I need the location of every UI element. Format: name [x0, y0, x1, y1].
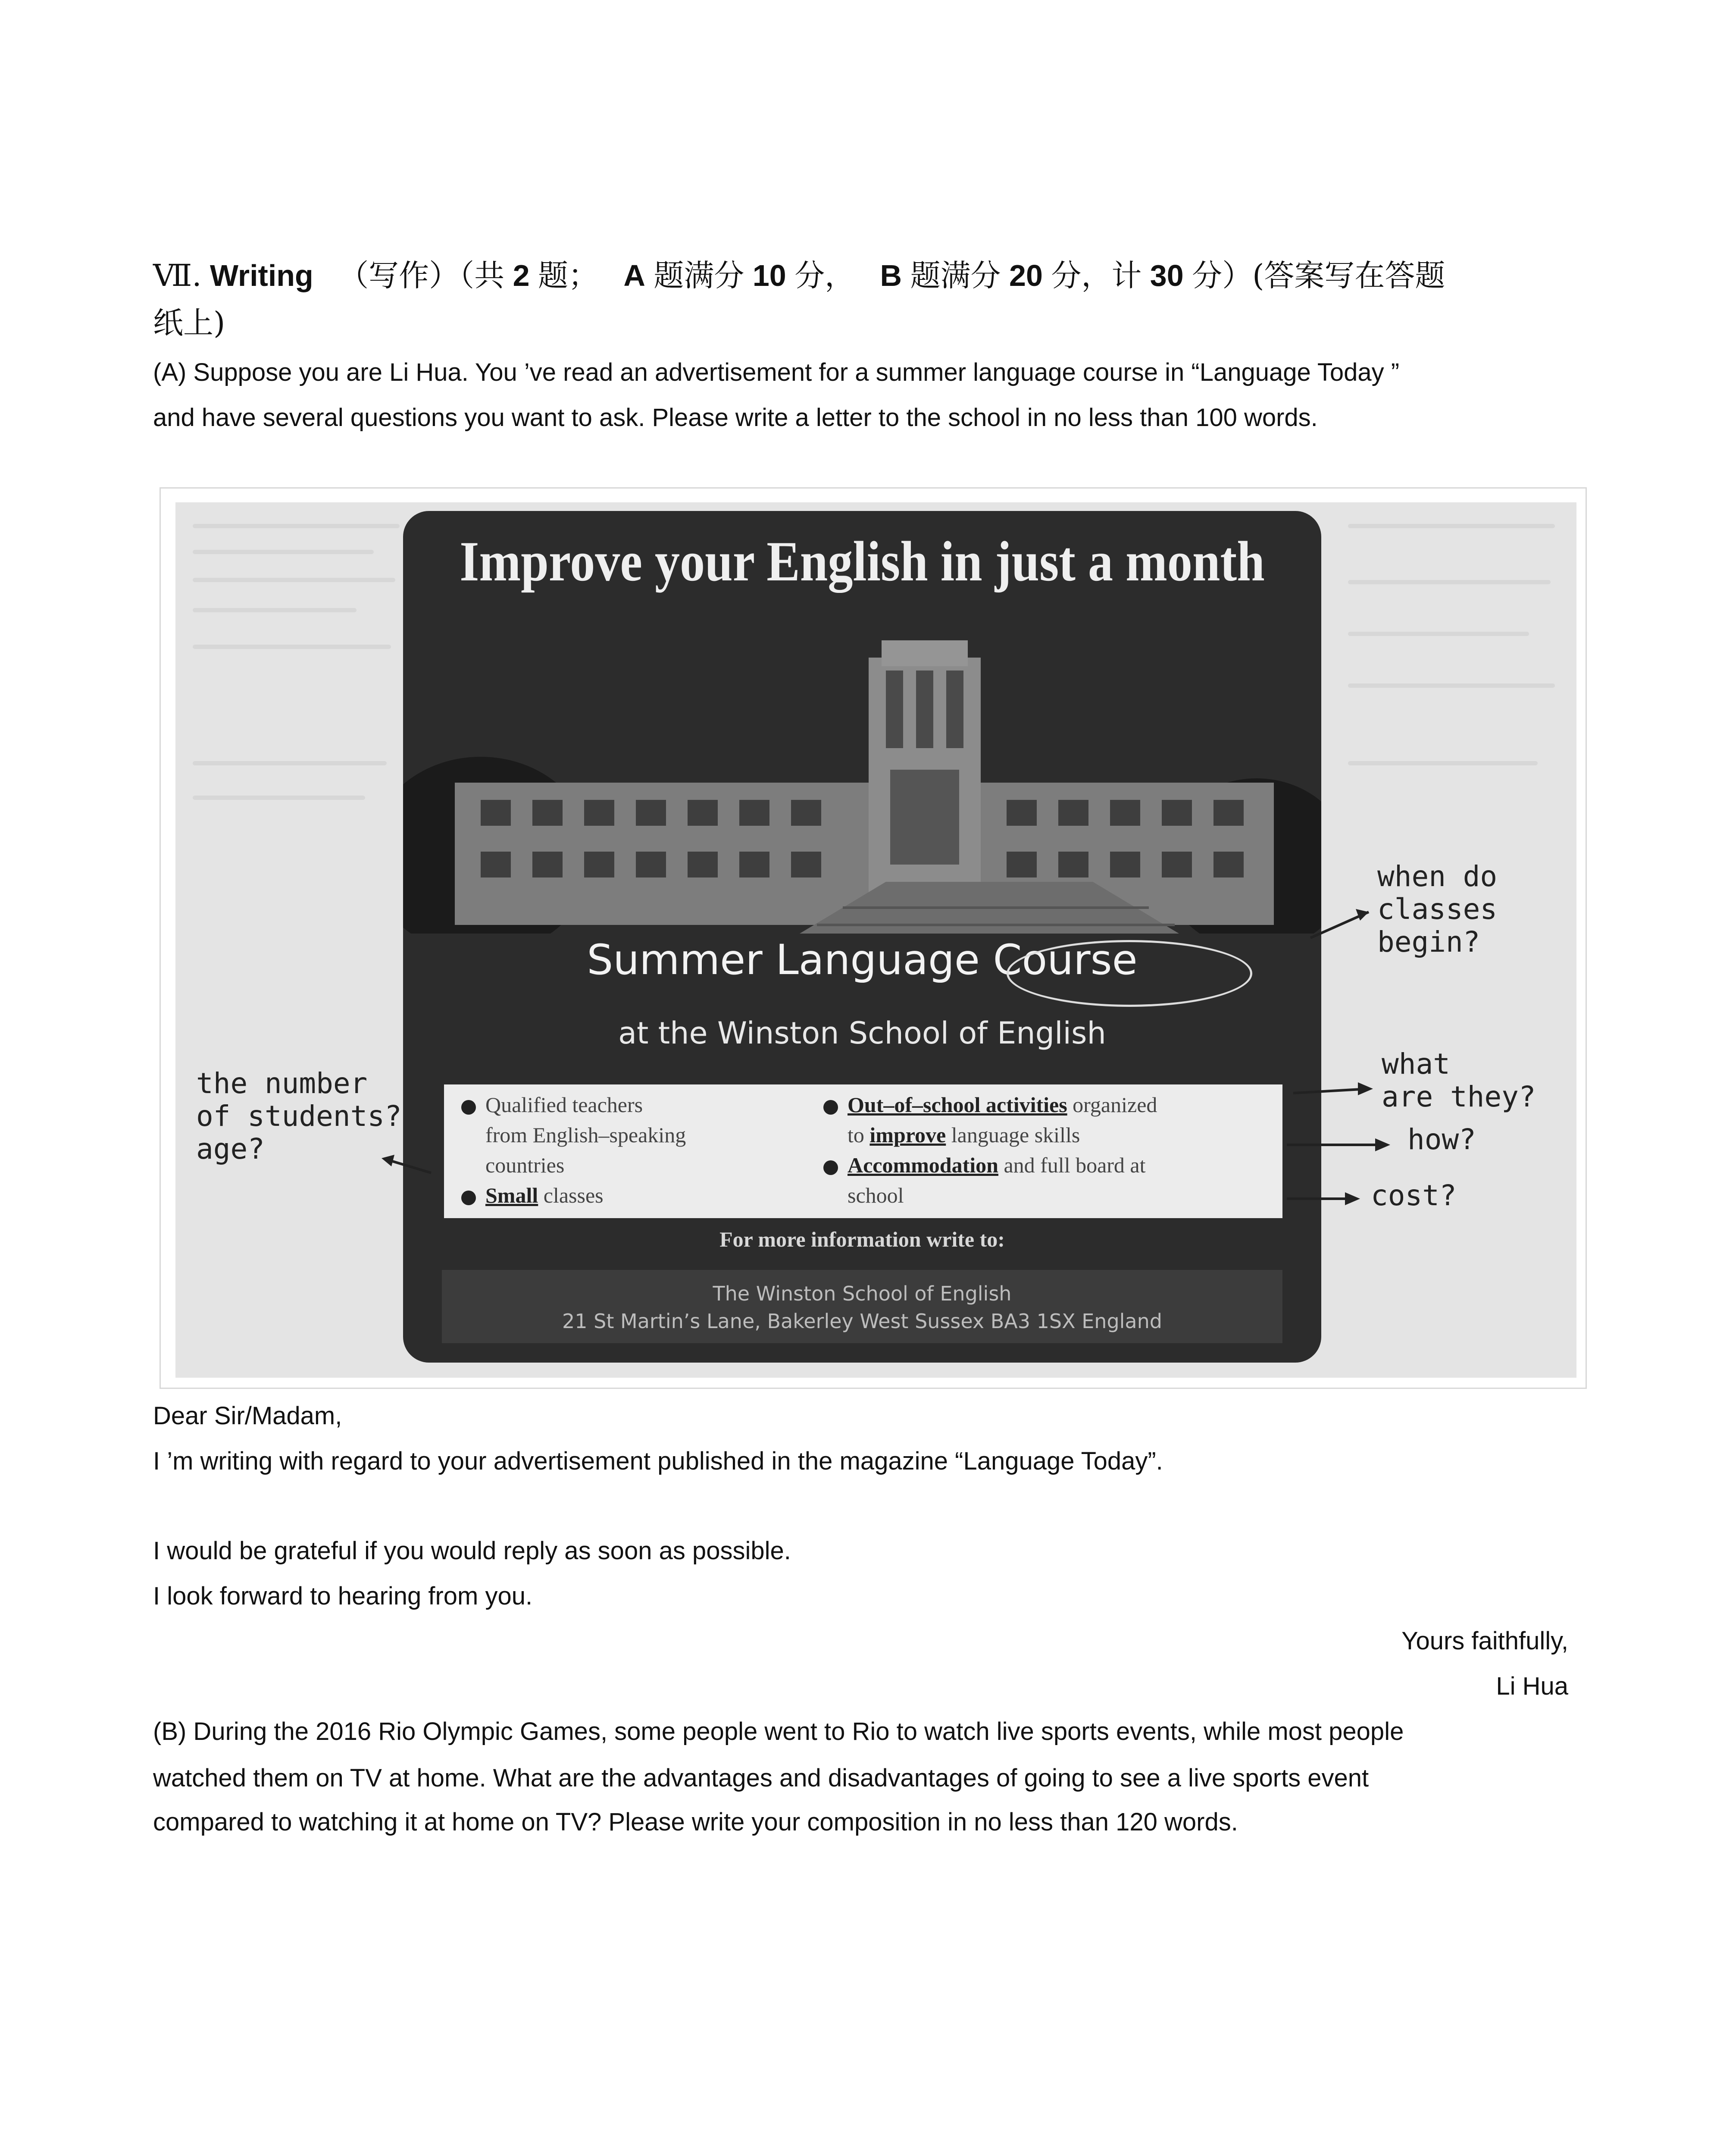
feature-text-bold: improve — [869, 1123, 946, 1147]
heading-part: 分，计 — [1051, 258, 1142, 293]
heading-part: 10 — [752, 259, 786, 292]
course-subtitle: at the Winston School of English — [618, 1015, 1106, 1051]
arrowhead-what — [1358, 1082, 1373, 1095]
heading-part: 题满分 — [910, 258, 1001, 293]
note-text: of students? — [196, 1100, 402, 1133]
heading-part: 题满分 — [654, 258, 744, 293]
note-text: the number — [196, 1067, 368, 1100]
arrow-students — [388, 1160, 431, 1173]
feature-text: and full board at — [998, 1153, 1146, 1177]
feature-text: organized — [1067, 1093, 1157, 1117]
heading-part: （写作）（共 — [338, 258, 505, 293]
heading-part: 30 — [1150, 259, 1184, 292]
poster-title: Improve your English in just a month — [460, 530, 1265, 593]
letter-reply: I would be grateful if you would reply as soon as possible. — [153, 1537, 791, 1565]
address-line-1: The Winston School of English — [713, 1282, 1012, 1305]
note-text: when do — [1377, 860, 1498, 893]
heading-part: 题； — [538, 258, 599, 293]
heading-part: A — [623, 259, 645, 292]
feature-text-bold: Out–of–school activities — [848, 1093, 1067, 1117]
letter-opening: I ’m writing with regard to your advertisement published in the magazine “Language Today”. — [153, 1447, 1163, 1475]
more-info-label: For more information write to: — [719, 1227, 1005, 1251]
letter-signature: Li Hua — [1496, 1672, 1568, 1700]
arrowhead-how — [1375, 1138, 1390, 1151]
note-cost: cost? — [1371, 1179, 1457, 1212]
heading-part: 20 — [1009, 259, 1043, 292]
note-text: age? — [196, 1132, 265, 1166]
heading-part: 分， — [794, 258, 855, 293]
note-text: what — [1382, 1047, 1450, 1081]
course-title: Summer Language Course — [587, 936, 1138, 984]
arrowhead-students — [382, 1155, 394, 1166]
feature-text-bold: Small — [485, 1183, 538, 1207]
note-how: how? — [1407, 1123, 1476, 1156]
arrow-what — [1293, 1089, 1369, 1093]
address-line-2: 21 St Martin’s Lane, Bakerley West Sussex BA3 1SX England — [562, 1310, 1162, 1333]
letter-forward: I look forward to hearing from you. — [153, 1582, 533, 1610]
task-b-line-2: watched them on TV at home. What are the advantages and disadvantages of going to see a live sports event — [153, 1764, 1369, 1792]
feature-text-bold: Accommodation — [848, 1153, 998, 1177]
arrowhead-when — [1356, 909, 1369, 921]
feature-text: Qualified teachers — [485, 1093, 643, 1117]
section-numeral: Ⅶ. — [153, 258, 202, 293]
heading-part: 分）(答案写在答题 — [1192, 258, 1445, 293]
heading-part: B — [880, 259, 902, 292]
arrowhead-cost — [1345, 1192, 1360, 1205]
task-b-line-3: compared to watching it at home on TV? Please write your composition in no less than 120 words. — [153, 1808, 1238, 1836]
feature-text: from English–speaking — [485, 1123, 686, 1147]
letter-closing: Yours faithfully, — [1401, 1627, 1568, 1655]
feature-text: countries — [485, 1153, 565, 1177]
note-text: are they? — [1382, 1080, 1536, 1113]
letter-greeting: Dear Sir/Madam, — [153, 1402, 342, 1430]
feature-text: classes — [538, 1183, 604, 1207]
section-heading-cont: 纸上) — [153, 305, 225, 341]
task-a-line-2: and have several questions you want to ask. Please write a letter to the school in no less than 100 words. — [153, 404, 1318, 432]
heading-part: 2 — [513, 259, 530, 292]
section-title: Writing — [210, 259, 313, 292]
note-text: classes — [1377, 893, 1498, 926]
feature-text: to — [848, 1123, 870, 1147]
feature-text: school — [848, 1183, 904, 1207]
task-b-line-1: (B) During the 2016 Rio Olympic Games, some people went to Rio to watch live sports events, while most people — [153, 1717, 1404, 1745]
note-text: begin? — [1377, 925, 1480, 959]
feature-text: language skills — [946, 1123, 1080, 1147]
task-a-line-1: (A) Suppose you are Li Hua. You ’ve read an advertisement for a summer language course in “Language Today ” — [153, 358, 1400, 386]
